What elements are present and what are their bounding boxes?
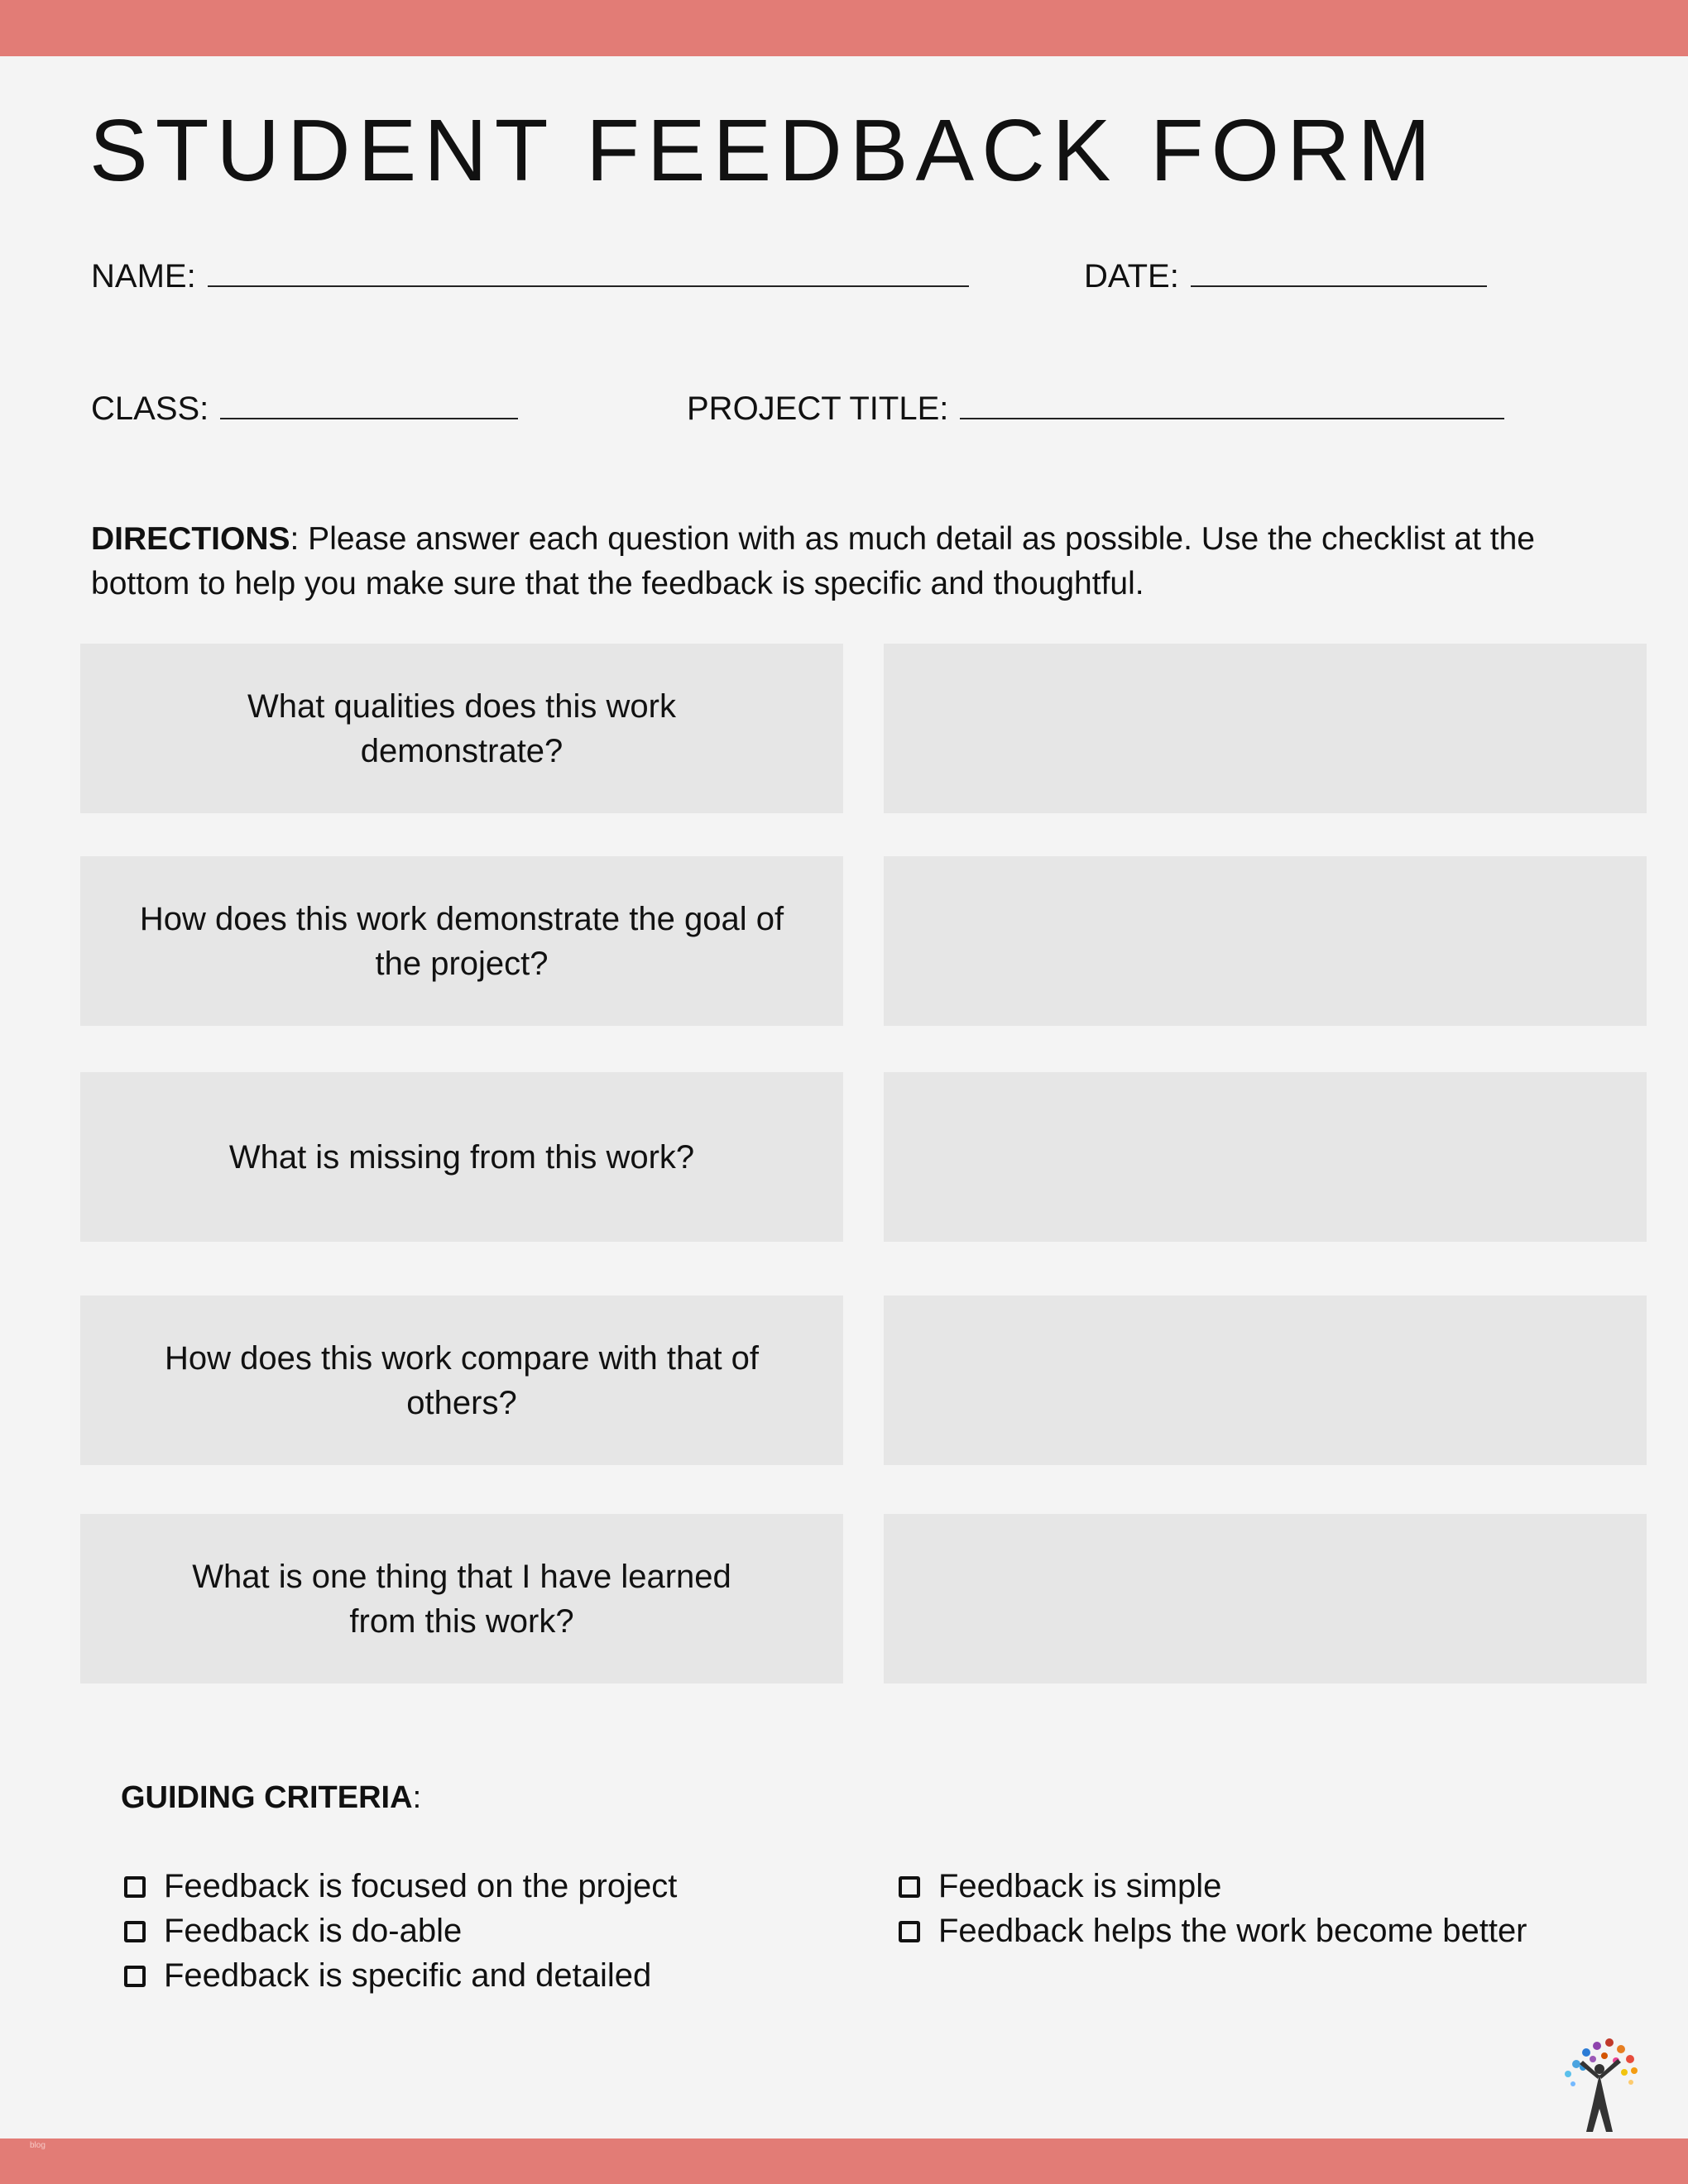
question-text: What is missing from this work? [228,1138,695,1176]
answer-box-1[interactable] [884,644,1647,813]
date-line[interactable] [1191,285,1487,287]
criteria-item-focused [124,1868,677,1905]
answer-box-2[interactable] [884,856,1647,1026]
criteria-item-better [899,1913,1527,1950]
checkbox[interactable] [899,1921,920,1942]
answer-box-5[interactable] [884,1514,1647,1684]
question-text: How does this work demonstrate the goal of the project? [139,900,784,982]
checkbox[interactable] [124,1921,146,1942]
bottom-accent-bar [0,2138,1688,2184]
date-label: DATE: [1084,258,1179,295]
criteria-item-doable [124,1913,462,1950]
date-field [1084,258,1487,295]
question-box-5 [80,1514,843,1684]
top-accent-bar [0,0,1688,56]
question-text: How does this work compare with that of others? [164,1339,760,1421]
checkbox[interactable] [124,1876,146,1898]
page-title: STUDENT FEEDBACK FORM [89,102,1438,199]
criteria-item-simple [899,1868,1221,1905]
project-title-line[interactable] [960,417,1504,419]
guiding-criteria-heading [121,1780,421,1816]
criteria-item-specific [124,1957,651,1995]
answer-box-3[interactable] [884,1072,1647,1242]
project-title-field [687,390,1504,428]
answer-box-4[interactable] [884,1296,1647,1465]
question-box-2 [80,856,843,1026]
class-label: CLASS: [91,390,209,427]
name-line[interactable] [208,285,969,287]
criteria-label: Feedback is focused on the project [164,1868,678,1904]
watermark-text: blog [30,2141,46,2150]
question-text: What qualities does this work demonstrate? [247,687,676,769]
criteria-label: Feedback is specific and detailed [164,1957,652,1994]
checkbox[interactable] [124,1966,146,1987]
checkbox[interactable] [899,1876,920,1898]
criteria-label: Feedback helps the work become better [938,1913,1527,1949]
criteria-label: Feedback is simple [938,1868,1222,1904]
directions-text: : Please answer each question with as much detail as possible. Use the checklist at the bottom to help you make sure that the feedback is specific and thoughtful. [91,521,1535,601]
directions [91,517,1605,606]
class-line[interactable] [220,417,518,419]
question-box-4 [80,1296,843,1465]
name-field [91,258,969,295]
project-title-label: PROJECT TITLE: [687,390,949,427]
tree-person-logo-icon [1551,2031,1647,2134]
question-box-1 [80,644,843,813]
guiding-criteria-colon: : [412,1780,422,1815]
guiding-criteria-label: GUIDING CRITERIA [121,1780,413,1815]
criteria-label: Feedback is do-able [164,1913,463,1949]
directions-label: DIRECTIONS [91,521,290,557]
question-text: What is one thing that I have learned from this work? [192,1558,731,1640]
question-box-3 [80,1072,843,1242]
name-label: NAME: [91,258,196,295]
class-field [91,390,518,428]
